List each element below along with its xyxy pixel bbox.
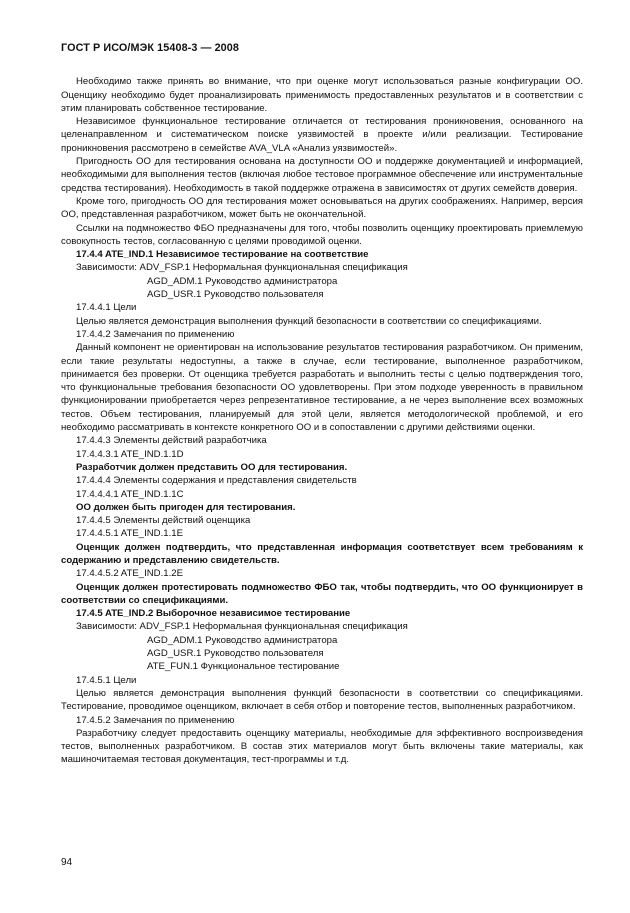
- paragraph-10: Целью является демонстрация выполнения функций безопасности в соответствии со спецификациями.: [76, 315, 542, 327]
- paragraph-30: Целью является демонстрация выполнения функций безопасности в соответствии со спецификациями. Тестирование, проводимое оценщиком, включает в себя отбор и повторение тестов, выполненных разработчиком.: [61, 687, 583, 713]
- paragraph-16: 17.4.4.4 Элементы содержания и представления свидетельств: [76, 475, 357, 487]
- paragraph-13: 17.4.4.3 Элементы действий разработчика: [76, 435, 267, 447]
- paragraph-12: Данный компонент не ориентирован на использование результатов тестирования разработчиком. Он применим, если такие результаты недоступны, а также в случае, если тестирование, выполненное разработчиком, принимается без проверки. От оценщика требуется разработать и выполнить тесты с целью подтверждения того, что функциональные требования безопасности ОО удовлетворены. При этом подходе уверенность в правильном функционировании приобретается через репрезентативное тестирование, а не через выполнение всех возможных тестов. Объем тестирования, планируемый для этой цели, является методологической проблемой, и его необходимо рассматривать в контексте конкретного ОО и в сопоставлении с другими действиями оценки.: [61, 342, 583, 434]
- paragraph-21: Оценщик должен подтвердить, что представленная информация соответствует всем требованиям к содержанию и представлению свидетельств.: [61, 541, 583, 566]
- document-header: ГОСТ Р ИСО/МЭК 15408-3 — 2008: [61, 42, 239, 54]
- paragraph-17: 17.4.4.4.1 ATE_IND.1.1C: [76, 488, 184, 500]
- document-page: [61, 42, 583, 767]
- paragraph-3: Кроме того, пригодность ОО для тестирования может основываться на других соображениях. Например, версия ОО, представленная разработчиком, может быть не окончательной.: [61, 195, 583, 221]
- paragraph-0: Необходимо также принять во внимание, что при оценке могут использоваться разные конфигурации ОО. Оценщику необходимо будет проанализировать применимость предоставленных результатов и в соответствии с этим планировать собственное тестирование.: [61, 76, 583, 114]
- paragraph-31: 17.4.5.2 Замечания по применению: [76, 714, 235, 726]
- paragraph-24: 17.4.5 ATE_IND.2 Выборочное независимое тестирование: [76, 608, 351, 620]
- paragraph-8: AGD_USR.1 Руководство пользователя: [147, 289, 324, 301]
- paragraph-7: AGD_ADM.1 Руководство администратора: [147, 275, 338, 287]
- paragraph-25: Зависимости: ADV_FSP.1 Неформальная функциональная спецификация: [76, 621, 408, 633]
- paragraph-23: Оценщик должен протестировать подмножество ФБО так, чтобы подтвердить, что ОО функционирует в соответствии со спецификациями.: [61, 581, 583, 606]
- paragraph-26: AGD_ADM.1 Руководство администратора: [147, 634, 338, 646]
- paragraph-6: Зависимости: ADV_FSP.1 Неформальная функциональная спецификация: [76, 262, 408, 274]
- paragraph-15: Разработчик должен представить ОО для тестирования.: [76, 461, 348, 473]
- paragraph-18: ОО должен быть пригоден для тестирования.: [76, 501, 296, 513]
- document-body: [61, 75, 583, 766]
- paragraph-22: 17.4.4.5.2 ATE_IND.1.2E: [76, 568, 184, 580]
- paragraph-27: AGD_USR.1 Руководство пользователя: [147, 648, 324, 660]
- paragraph-20: 17.4.4.5.1 ATE_IND.1.1E: [76, 528, 184, 540]
- paragraph-32: Разработчику следует предоставить оценщику материалы, необходимые для эффективного воспроизведения тестов, выполненных разработчиком. В состав этих материалов могут быть включены такие материалы, как машиночитаемая тестовая документация, тест-программы и т.д.: [61, 727, 583, 766]
- paragraph-9: 17.4.4.1 Цели: [76, 302, 137, 314]
- paragraph-29: 17.4.5.1 Цели: [76, 674, 137, 686]
- paragraph-4: Ссылки на подмножество ФБО предназначены для того, чтобы позволить оценщику проектировать приемлемую совокупность тестов, согласованную с целями проводимой оценки.: [61, 222, 583, 247]
- paragraph-2: Пригодность ОО для тестирования основана на доступности ОО и поддержке документацией и информацией, необходимыми для выполнения тестов (включая любое тестовое программное обеспечение или инструментальные средства тестирования). Необходимость в такой поддержке отражена в зависимостях от других семейств доверия.: [61, 156, 583, 194]
- page-number: 94: [61, 857, 73, 868]
- paragraph-14: 17.4.4.3.1 ATE_IND.1.1D: [76, 448, 184, 460]
- paragraph-11: 17.4.4.2 Замечания по применению: [76, 328, 235, 340]
- paragraph-28: ATE_FUN.1 Функциональное тестирование: [147, 661, 340, 673]
- paragraph-19: 17.4.4.5 Элементы действий оценщика: [76, 515, 251, 527]
- paragraph-5: 17.4.4 ATE_IND.1 Независимое тестирование на соответствие: [76, 249, 369, 261]
- paragraph-1: Независимое функциональное тестирование отличается от тестирования проникновения, основанного на целенаправленном и систематическом поиске уязвимостей в проекте и/или реализации. Тестирование проникновения рассмотрено в семействе AVA_VLA «Анализ уязвимостей».: [61, 116, 583, 154]
